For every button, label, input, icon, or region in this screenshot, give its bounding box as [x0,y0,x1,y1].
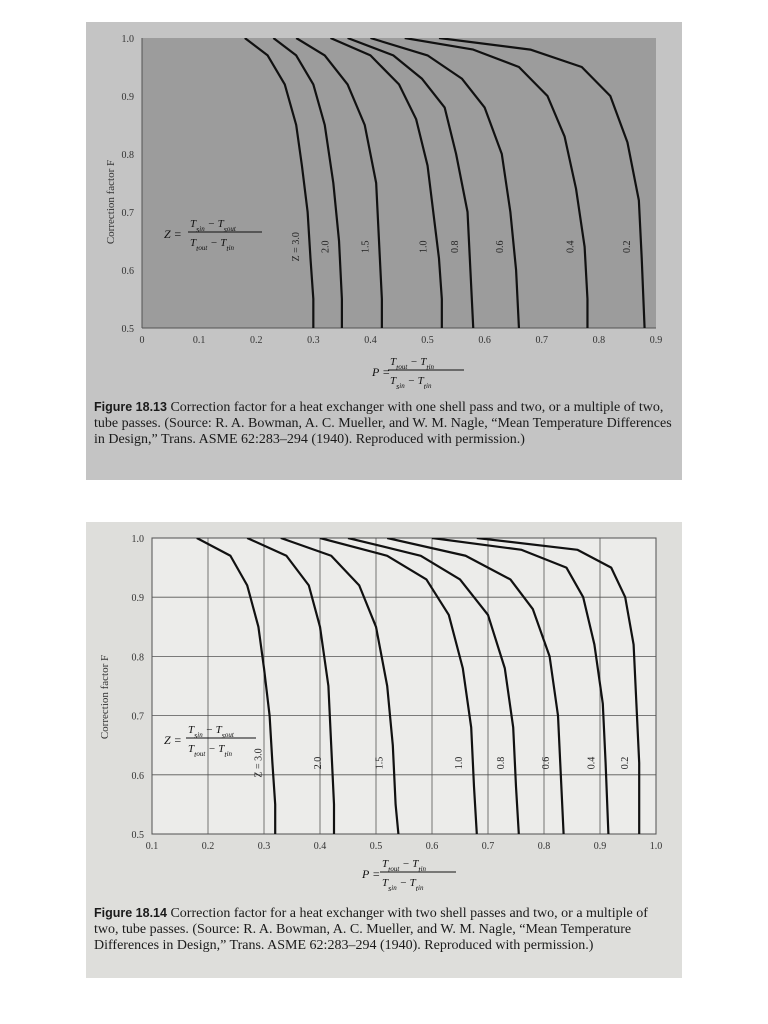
plot-area [152,538,656,834]
y-tick-labels [132,534,145,841]
y-tick-label: 1.0 [131,534,144,545]
p-formula [361,858,456,893]
p-formula-numerator: $T_{tout} - T_{tin}$ [390,356,435,372]
x-tick-label: 0.8 [537,841,551,852]
figure-number: Figure 18.14 [94,906,167,920]
curve-label: Z = 3.0 [253,748,265,778]
curve-label: 2.0 [320,240,332,254]
figure-18-14 [86,522,682,978]
figure-caption [94,399,674,448]
x-tick-label: 0.8 [592,335,606,346]
y-tick-label: 0.9 [131,593,144,605]
x-tick-label: 0.6 [478,335,491,346]
x-tick-label: 0.3 [307,335,320,346]
z-formula-denominator: $T_{tout} - T_{tin}$ [188,743,233,759]
x-tick-label: 0.9 [593,841,607,852]
figure-18-13 [86,22,682,480]
y-tick-label: 0.7 [121,208,134,219]
y-tick-label: 0.7 [131,711,144,723]
x-tick-labels [140,335,663,346]
p-formula [371,356,464,391]
caption-text: Correction factor for a heat exchanger with one shell pass and two, or a multiple of two, tube passes. (Source: R. A. Bowman, A. C. Mueller, and W. M. Nagle, “Mean Temperature Differences in Design,” Trans. ASME 62:283–294 (1940). Reproduced with permission.) [94,400,672,447]
x-tick-label: 0.7 [481,841,495,852]
curve-label: 0.2 [622,240,634,254]
z-formula-denominator: $T_{tout} - T_{tin}$ [190,237,235,253]
y-tick-label: 0.6 [121,266,134,277]
curve-label: 0.6 [494,240,506,254]
curve-label: 0.4 [586,756,598,770]
y-axis-label: Correction factor F [99,654,111,740]
x-tick-label: 0.9 [649,335,663,346]
x-tick-label: 0.2 [201,841,215,852]
x-tick-label: 0.6 [425,841,439,852]
curve-label: 1.5 [360,240,372,254]
y-axis-label: Correction factor F [105,159,117,245]
x-tick-labels [146,841,663,852]
plot-area [142,38,656,328]
x-tick-label: 0.5 [369,841,383,852]
y-tick-label: 0.5 [131,830,144,841]
y-tick-label: 1.0 [121,34,134,45]
y-tick-label: 0.9 [121,92,134,103]
curve-label: 1.0 [453,756,465,770]
curve-label: 1.0 [418,240,430,254]
figure-caption [94,905,674,954]
figure-number: Figure 18.13 [94,400,167,414]
x-tick-label: 0.4 [364,335,377,346]
p-formula-denominator: $T_{sin} - T_{tin}$ [390,375,432,391]
y-tick-label: 0.5 [121,324,134,335]
x-tick-label: 0.7 [535,335,549,346]
p-formula-denominator: $T_{sin} - T_{tin}$ [382,877,424,893]
z-formula-lhs: Z = [164,733,182,747]
x-tick-label: 0.4 [313,841,327,852]
x-tick-label: 0.2 [249,335,263,346]
x-tick-label: 0.5 [421,335,434,346]
x-tick-label: 0 [139,335,145,346]
chart-fig-18-14 [86,522,682,902]
x-tick-label: 1.0 [649,841,663,852]
curve-label: 0.8 [450,240,462,254]
x-tick-label: 0.3 [257,841,271,852]
caption-text: Correction factor for a heat exchanger with two shell passes and two, or a multiple of two, tube passes. (Source: R. A. Bowman, A. C. Mueller, and W. M. Nagle, “Mean Temperature Differences in Design,” Trans. ASME 62:283–294 (1940). Reproduced with permission.) [94,906,648,953]
z-formula-numerator: $T_{sin} - T_{sout}$ [188,724,234,740]
curve-label: 0.2 [620,756,632,770]
curve-label: 1.5 [374,756,386,770]
x-tick-label: 0.1 [145,841,159,852]
p-formula-lhs: P = [372,365,391,379]
p-formula-lhs: P = [362,867,381,881]
chart-fig-18-13 [86,22,682,402]
y-tick-label: 0.6 [131,770,144,782]
y-tick-label: 0.8 [121,150,134,161]
curve-label: Z = 3.0 [290,232,302,262]
y-tick-label: 0.8 [131,652,144,664]
z-formula-lhs: Z = [164,227,182,241]
curve-label: 0.8 [495,756,507,770]
x-tick-label: 0.1 [192,335,206,346]
curve-label: 0.4 [565,240,577,254]
curve-label: 2.0 [313,756,325,770]
z-formula-numerator: $T_{sin} - T_{sout}$ [190,218,236,234]
y-tick-labels [122,34,135,335]
curve-label: 0.6 [541,756,553,770]
p-formula-numerator: $T_{tout} - T_{tin}$ [382,858,427,874]
